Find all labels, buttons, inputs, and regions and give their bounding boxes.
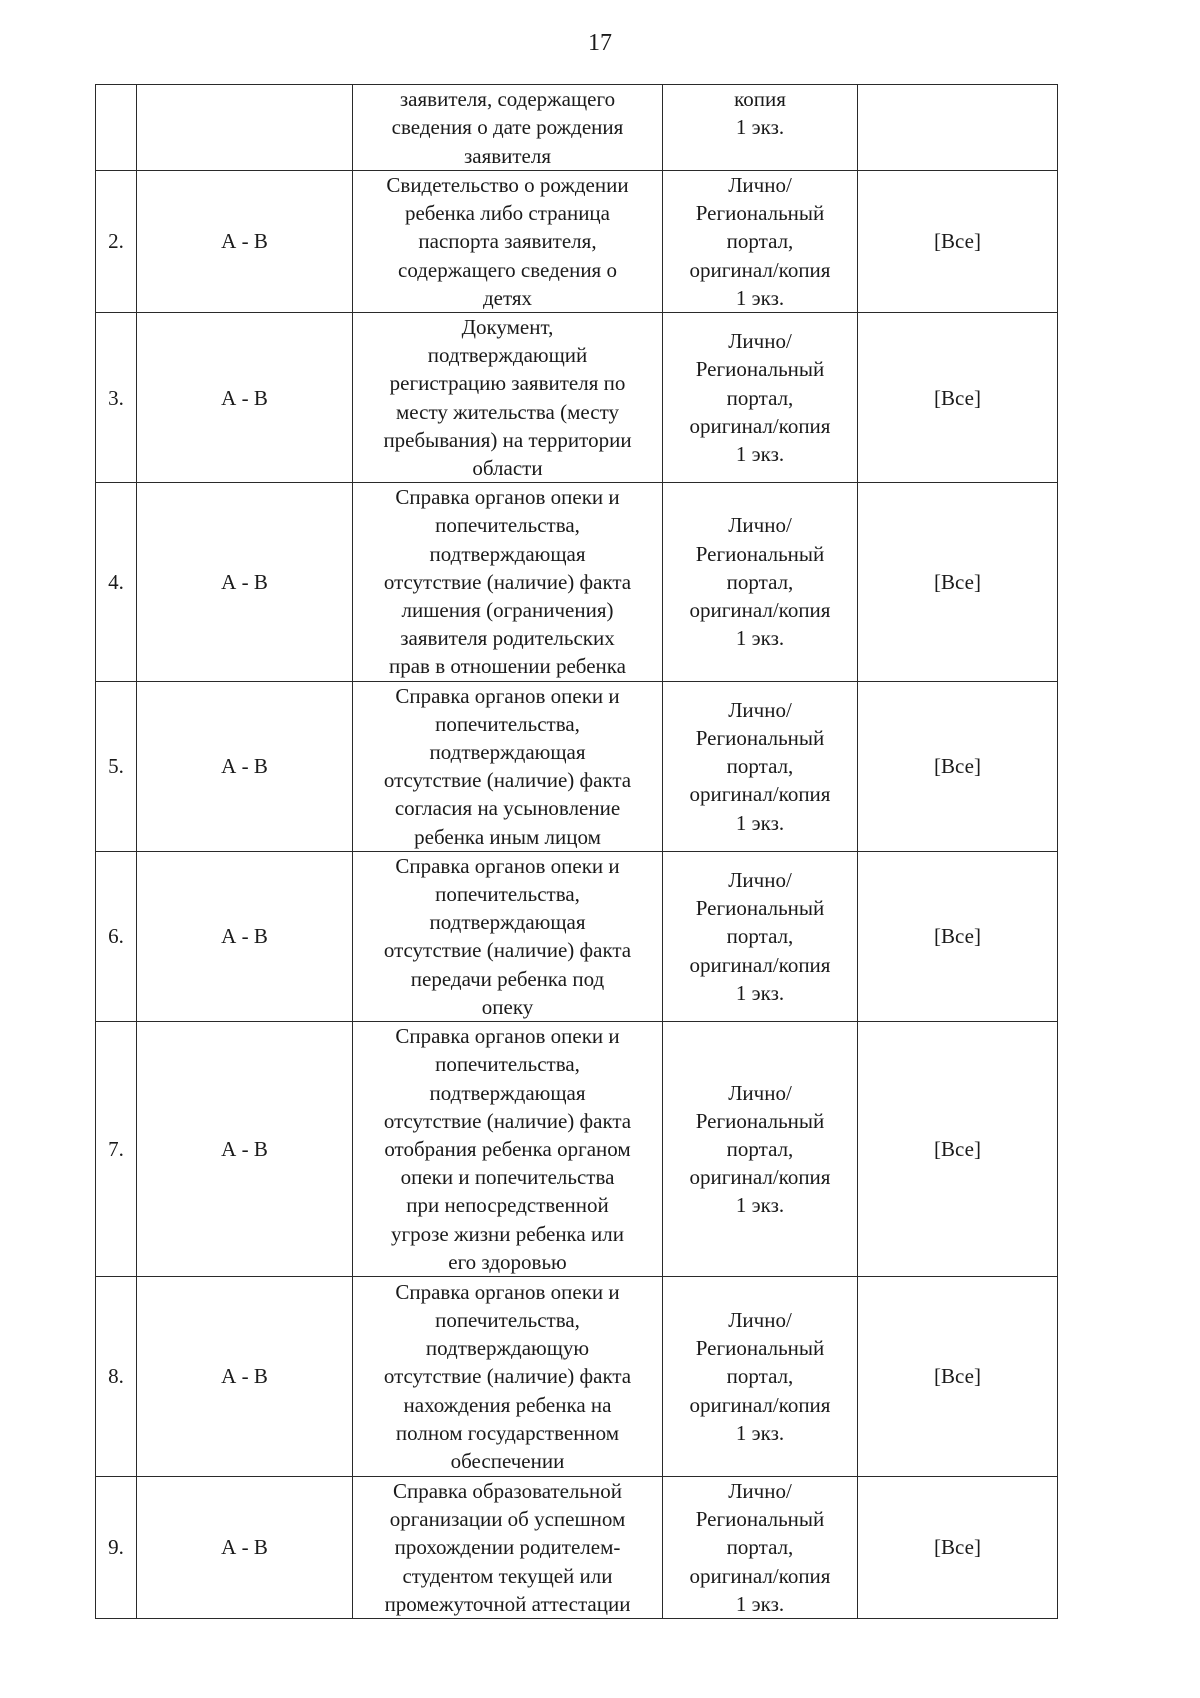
document-name-line: области [472, 456, 543, 481]
document-name [353, 483, 663, 681]
document-name-line: промежуточной аттестации [384, 1591, 631, 1616]
document-name-line: Справка органов опеки и [395, 853, 620, 878]
row-number: 9. [96, 1476, 137, 1618]
row-number: 3. [96, 313, 137, 483]
submission-method-line: Региональный [695, 1336, 825, 1361]
document-name-line: отсутствие (наличие) факта [383, 569, 632, 594]
document-name-line: опеку [481, 994, 534, 1019]
document-name-line: детях [482, 285, 533, 310]
submission-method-line: Региональный [695, 541, 825, 566]
document-name-line: его здоровью [448, 1249, 567, 1274]
document-name-line: подтверждающая [429, 541, 586, 566]
submission-method [663, 85, 858, 171]
applicability: [Все] [858, 1476, 1058, 1618]
document-name-line: сведения о дате рождения [391, 115, 624, 140]
submission-method-line: 1 экз. [735, 1591, 785, 1616]
applicability: [Все] [858, 681, 1058, 851]
applicability [858, 85, 1058, 171]
document-name-line: отсутствие (наличие) факта [383, 938, 632, 963]
submission-method-line: Лично/ [728, 173, 792, 197]
submission-method [663, 1476, 858, 1618]
submission-method [663, 1022, 858, 1277]
submission-method-line: портал, [726, 1364, 794, 1389]
document-name-line: подтверждающая [429, 910, 586, 935]
applicant-category: А - В [137, 1476, 353, 1618]
document-name-line: Справка органов опеки и [395, 485, 620, 510]
documents-table [95, 84, 1058, 1619]
document-name-line: Свидетельство о рождении [386, 173, 629, 197]
document-name-line: подтверждающую [425, 1336, 590, 1361]
submission-method-line: 1 экз. [735, 1420, 785, 1445]
submission-method [663, 1276, 858, 1476]
document-name-line: попечительства, [435, 711, 580, 736]
document-name-line: лишения (ограничения) [401, 598, 614, 623]
document-name-line: паспорта заявителя, [418, 229, 597, 254]
document-name-line: содержащего сведения о [398, 257, 617, 282]
submission-method-line: 1 экз. [735, 626, 785, 651]
document-name-line: попечительства, [435, 882, 580, 907]
document-name-line: Справка органов опеки и [395, 1279, 620, 1304]
submission-method-line: копия [734, 87, 786, 111]
table-row [96, 1276, 1058, 1476]
document-name-line: подтверждающая [429, 740, 586, 765]
document-name-line: прав в отношении ребенка [389, 654, 626, 679]
submission-method-line: 1 экз. [735, 441, 785, 466]
document-name-line: месту жительства (месту [396, 399, 619, 424]
submission-method [663, 483, 858, 681]
document-name-line: студентом текущей или [402, 1563, 613, 1588]
row-number: 4. [96, 483, 137, 681]
submission-method-line: Региональный [695, 725, 825, 750]
submission-method-line: Лично/ [728, 1307, 792, 1332]
submission-method-line: Лично/ [728, 867, 792, 892]
submission-method-line: портал, [726, 1136, 794, 1161]
submission-method-line: портал, [726, 924, 794, 949]
submission-method-line: Лично/ [728, 1080, 792, 1105]
table-row [96, 851, 1058, 1021]
submission-method [663, 851, 858, 1021]
applicant-category: А - В [137, 851, 353, 1021]
submission-method-line: портал, [726, 569, 794, 594]
document-name [353, 85, 663, 171]
submission-method-line: оригинал/копия [689, 413, 831, 438]
submission-method-line: 1 экз. [735, 1193, 785, 1218]
document-name [353, 1476, 663, 1618]
submission-method-line: Региональный [695, 1108, 825, 1133]
document-name-line: обеспечении [450, 1448, 565, 1473]
document-name [353, 851, 663, 1021]
submission-method-line: портал, [726, 229, 794, 254]
table-row [96, 85, 1058, 171]
document-name-line: опеки и попечительства [400, 1165, 615, 1190]
row-number: 7. [96, 1022, 137, 1277]
table-row [96, 483, 1058, 681]
submission-method [663, 171, 858, 313]
document-name-line: Справка органов опеки и [395, 683, 620, 708]
document-name-line: Документ, [461, 315, 554, 340]
applicant-category: А - В [137, 1276, 353, 1476]
applicant-category: А - В [137, 681, 353, 851]
document-name-line: отсутствие (наличие) факта [383, 768, 632, 793]
applicant-category: А - В [137, 171, 353, 313]
submission-method-line: Региональный [695, 357, 825, 382]
submission-method [663, 681, 858, 851]
applicant-category [137, 85, 353, 171]
submission-method-line: 1 экз. [735, 810, 785, 835]
submission-method-line: оригинал/копия [689, 1165, 831, 1190]
document-name-line: отсутствие (наличие) факта [383, 1108, 632, 1133]
submission-method-line: Лично/ [728, 329, 792, 354]
document-name [353, 681, 663, 851]
submission-method-line: оригинал/копия [689, 1392, 831, 1417]
document-name-line: передачи ребенка под [410, 966, 605, 991]
submission-method-line: оригинал/копия [689, 952, 831, 977]
document-name-line: попечительства, [435, 513, 580, 538]
document-name [353, 171, 663, 313]
document-name-line: нахождения ребенка на [403, 1392, 612, 1417]
table-row [96, 313, 1058, 483]
table-row [96, 1022, 1058, 1277]
submission-method-line: портал, [726, 1535, 794, 1560]
row-number: 8. [96, 1276, 137, 1476]
submission-method-line: Лично/ [728, 513, 792, 538]
applicability: [Все] [858, 483, 1058, 681]
applicability: [Все] [858, 851, 1058, 1021]
document-name-line: согласия на усыновление [394, 796, 621, 821]
submission-method-line: оригинал/копия [689, 1563, 831, 1588]
document-name [353, 1022, 663, 1277]
page-number: 17 [588, 30, 612, 56]
document-name-line: ребенка иным лицом [414, 824, 601, 849]
submission-method-line: портал, [726, 385, 794, 410]
document-name-line: организации об успешном [389, 1507, 626, 1532]
document-name-line: Справка образовательной [392, 1478, 623, 1503]
document-name-line: ребенка либо страница [404, 201, 610, 226]
document-name-line: подтверждающий [427, 343, 588, 368]
document-name [353, 313, 663, 483]
document-name-line: отобрания ребенка органом [384, 1136, 631, 1161]
applicability: [Все] [858, 1276, 1058, 1476]
row-number: 6. [96, 851, 137, 1021]
document-name-line: при непосредственной [406, 1193, 609, 1218]
document-name-line: Справка органов опеки и [395, 1024, 620, 1049]
submission-method-line: Региональный [695, 1507, 825, 1532]
document-name-line: прохождении родителем- [394, 1535, 621, 1560]
applicant-category: А - В [137, 313, 353, 483]
submission-method [663, 313, 858, 483]
submission-method-line: 1 экз. [735, 115, 785, 140]
document-name-line: отсутствие (наличие) факта [383, 1364, 632, 1389]
table-row [96, 171, 1058, 313]
submission-method-line: 1 экз. [735, 285, 785, 310]
applicant-category: А - В [137, 1022, 353, 1277]
row-number: 5. [96, 681, 137, 851]
document-name-line: попечительства, [435, 1052, 580, 1077]
submission-method-line: Лично/ [728, 697, 792, 722]
submission-method-line: 1 экз. [735, 980, 785, 1005]
document-name [353, 1276, 663, 1476]
document-name-line: заявителя [463, 143, 552, 168]
row-number: 2. [96, 171, 137, 313]
table-row [96, 1476, 1058, 1618]
document-name-line: заявителя родительских [400, 626, 615, 651]
document-name-line: подтверждающая [429, 1080, 586, 1105]
submission-method-line: Региональный [695, 896, 825, 921]
submission-method-line: оригинал/копия [689, 782, 831, 807]
submission-method-line: Региональный [695, 201, 825, 226]
applicability: [Все] [858, 171, 1058, 313]
document-name-line: попечительства, [435, 1307, 580, 1332]
submission-method-line: оригинал/копия [689, 598, 831, 623]
document-name-line: угрозе жизни ребенка или [391, 1221, 624, 1246]
table-row [96, 681, 1058, 851]
document-name-line: заявителя, содержащего [399, 87, 616, 112]
applicability: [Все] [858, 313, 1058, 483]
submission-method-line: оригинал/копия [689, 257, 831, 282]
applicability: [Все] [858, 1022, 1058, 1277]
submission-method-line: портал, [726, 754, 794, 779]
document-name-line: полном государственном [395, 1420, 620, 1445]
document-name-line: регистрацию заявителя по [389, 371, 626, 396]
submission-method-line: Лично/ [728, 1478, 792, 1503]
applicant-category: А - В [137, 483, 353, 681]
document-name-line: пребывания) на территории [383, 427, 632, 452]
row-number [96, 85, 137, 171]
